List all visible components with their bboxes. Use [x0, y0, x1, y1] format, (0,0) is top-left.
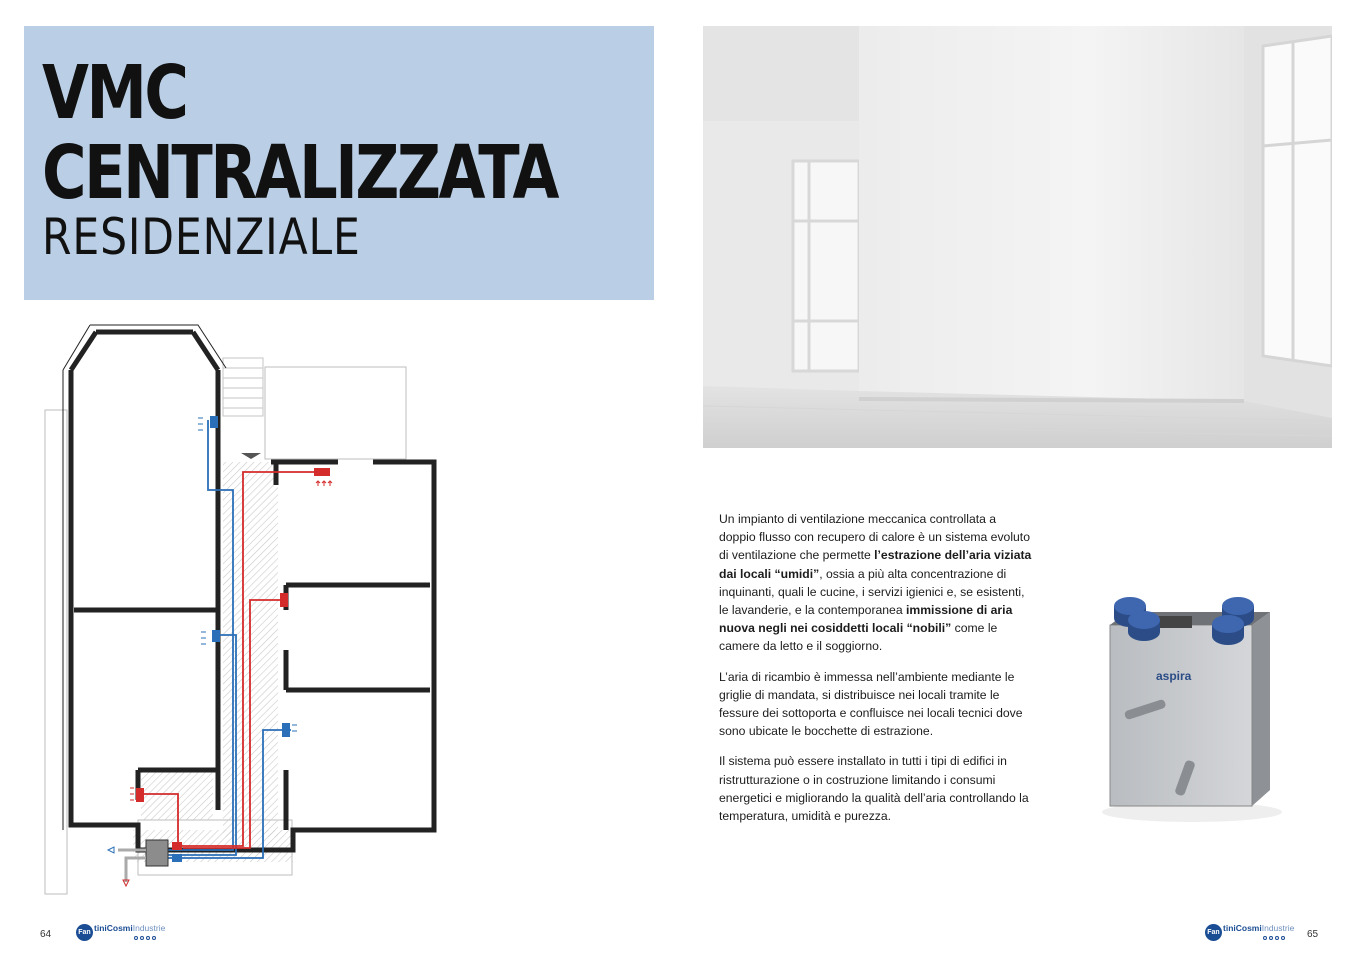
- blue-vent-icon: [210, 416, 218, 428]
- red-vent-icon: [314, 468, 330, 476]
- paragraph-2: L’aria di ricambio è immessa nell’ambiente mediante le griglie di mandata, si distribuisce nei locali tramite le fessure dei sottoporta e confluisce nei locali tecnici dove sono ubicate le bocchette di estrazione.: [719, 669, 1023, 739]
- red-vent-icon: [280, 593, 288, 607]
- brand-label: aspira: [1156, 669, 1192, 683]
- body-text: [719, 510, 1034, 837]
- empty-room-photo: [703, 26, 1332, 448]
- paragraph-1: Un impianto di ventilazione meccanica controllata a doppio flusso con recupero di calore è un sistema evoluto di ventilazione che permette l’estrazione dell’aria viziata dai locali “umidi”, ossia a più alta concentrazione di inquinanti, quali le cucine, i servizi igienici e, se esistenti, le lavanderie, e la contemporanea immissione di aria nuova negli nei cosiddetti locali “nobili” come le camere da letto e il soggiorno.: [719, 512, 1032, 654]
- logo-mark-icon: Fan: [1205, 924, 1222, 941]
- ventilation-unit-photo: [1052, 570, 1332, 840]
- company-logo-right: Fan tiniCosmiIndustrie: [1205, 924, 1294, 946]
- title-line-1: VMC: [42, 50, 187, 136]
- red-vent-icon: [136, 788, 144, 802]
- title-block: [24, 26, 654, 300]
- title-line-2: CENTRALIZZATA: [42, 130, 558, 216]
- hrv-unit-icon: [146, 840, 168, 866]
- left-page-number: 64: [40, 929, 52, 940]
- company-logo-left: Fan tiniCosmiIndustrie: [76, 924, 165, 946]
- floor-plan-diagram: [38, 310, 448, 900]
- blue-vent-icon: [282, 723, 290, 737]
- title-line-3: RESIDENZIALE: [42, 208, 361, 266]
- right-page-number: 65: [1307, 929, 1319, 940]
- paragraph-3: Il sistema può essere installato in tutti i tipi di edifici in ristrutturazione o in costruzione limitando i consumi energetici e migliorando la qualità dell’aria controllando la temperatura, umidità e purezza.: [719, 754, 1029, 824]
- blue-vent-icon: [212, 630, 220, 642]
- logo-mark-icon: Fan: [76, 924, 93, 941]
